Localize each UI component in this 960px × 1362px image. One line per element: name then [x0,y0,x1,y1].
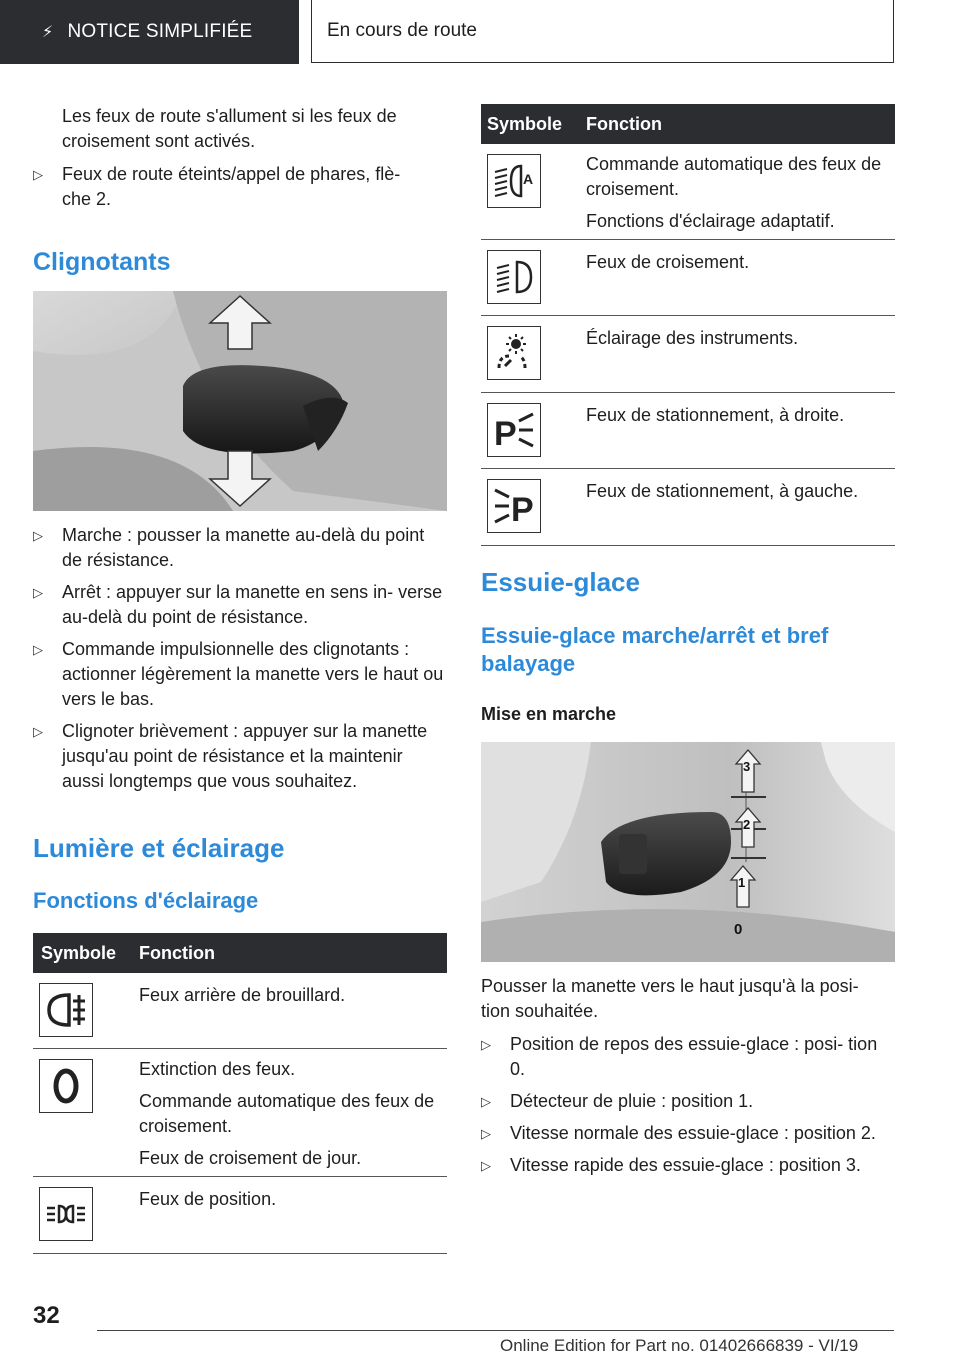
position-label-1: 1 [738,875,746,890]
list-item-text: Arrêt : appuyer sur la manette en sens in- verse au-delà du point de résistance. [62,582,443,627]
list-item-text: Clignoter brièvement : appuyer sur la manette jusqu'au point de résistance et la maintenir aussi longtemps que vous souhaitez. [62,721,428,791]
list-item-text: Détecteur de pluie : position 1. [510,1091,754,1111]
low-beam-icon [487,250,541,304]
heading-essuie-sub: Essuie-glace marche/arrêt et bref balayage [481,623,829,676]
lighting-table-left [33,933,447,1254]
position-label-2: 2 [743,817,751,832]
triangle-bullet-icon: ▷ [33,585,43,600]
chapter-tab[interactable] [311,0,894,63]
push-text: Pousser la manette vers le haut jusqu'à la posi- tion souhaitée. [481,976,859,1021]
col-function-header: Fonction [139,943,215,963]
list-item: ▷ Feux de route éteints/appel de phares, flè- che 2. [33,164,401,209]
list-item-text: Marche : pousser la manette au-delà du point de résistance. [62,525,425,570]
col-function-header: Fonction [586,114,662,134]
function-text: Feux de position. [139,1189,277,1209]
table-row [481,469,895,546]
table-row [481,240,895,316]
triangle-bullet-icon: ▷ [33,724,43,739]
function-text: Feux de stationnement, à droite. [586,405,845,425]
footer-divider [97,1330,894,1331]
function-text: Fonctions d'éclairage adaptatif. [586,211,835,231]
col-symbol-header: Symbole [487,114,563,134]
table-row [481,316,895,393]
table-header [33,933,447,973]
function-text: Extinction des feux. [139,1059,296,1079]
position-lights-icon [39,1187,93,1241]
auto-low-beam-icon [487,154,541,208]
list-item-text: Vitesse normale des essuie-glace : position 2. [510,1123,876,1143]
col-symbol-header: Symbole [41,943,117,963]
triangle-bullet-icon: ▷ [481,1037,491,1052]
list-item-text: Vitesse rapide des essuie-glace : position 3. [510,1155,861,1175]
lights-off-zero-icon [39,1059,93,1113]
instrument-lighting-icon [487,326,541,380]
svg-text:A: A [523,171,534,187]
table-row [481,393,895,469]
list-item-text: Position de repos des essuie-glace : posi- tion 0. [510,1034,878,1079]
triangle-bullet-icon: ▷ [481,1126,491,1141]
chapter-label: En cours de route [327,20,477,41]
function-text: Feux de stationnement, à gauche. [586,481,859,501]
heading-clignotants: Clignotants [33,248,171,276]
edition-text: Online Edition for Part no. 01402666839 - VI/19 [500,1336,859,1355]
table-row [33,1049,447,1177]
table-row [33,973,447,1049]
triangle-bullet-icon: ▷ [481,1158,491,1173]
heading-fonctions: Fonctions d'éclairage [33,888,259,913]
heading-mise-en-marche: Mise en marche [481,704,617,724]
table-header [481,104,895,144]
heading-lumiere: Lumière et éclairage [33,833,285,863]
function-text: Éclairage des instruments. [586,328,799,348]
parking-light-left-icon [487,479,541,533]
function-text: Commande automatique des feux de croisement. [139,1091,435,1136]
table-row [33,1177,447,1254]
rear-fog-light-icon [39,983,93,1037]
lightning-icon: ⚡ [42,24,54,41]
page-number: 32 [33,1302,60,1329]
svg-text:P: P [494,415,517,453]
function-text: Feux de croisement. [586,252,750,272]
intro-line: Les feux de route s'allument si les feux de croisement sont activés. [62,106,397,151]
triangle-bullet-icon: ▷ [33,642,43,657]
wiper-stalk-photo [481,742,895,962]
section-label: NOTICE SIMPLIFIÉE [67,21,253,42]
function-text: Commande automatique des feux de croisement. [586,154,882,199]
table-row [481,144,895,240]
position-label-3: 3 [743,759,751,774]
position-label-0: 0 [734,921,743,938]
parking-light-right-icon [487,403,541,457]
turn-signal-photo [33,291,447,511]
triangle-bullet-icon: ▷ [481,1094,491,1109]
function-text: Feux de croisement de jour. [139,1148,362,1168]
function-text: Feux arrière de brouillard. [139,985,346,1005]
heading-essuie-glace: Essuie-glace [481,567,640,597]
triangle-bullet-icon: ▷ [33,167,43,182]
list-item-text: Commande impulsionnelle des clignotants : actionner légèrement la manette vers le haut ou vers le bas. [62,639,444,709]
section-tab[interactable] [0,0,299,64]
svg-text:P: P [511,491,534,529]
lighting-table-right [481,104,895,546]
triangle-bullet-icon: ▷ [33,528,43,543]
